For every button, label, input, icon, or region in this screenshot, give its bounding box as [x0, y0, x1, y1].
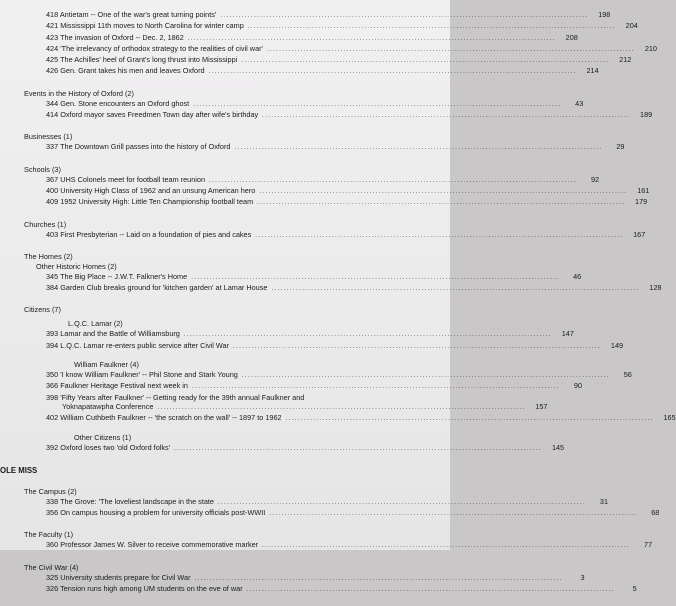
- entry-number: 426: [46, 66, 59, 76]
- subsection-heading: Other Historic Homes (2): [36, 261, 117, 271]
- index-entry: [46, 110, 653, 121]
- entry-number: 418: [46, 10, 59, 19]
- section-schools: [24, 164, 650, 209]
- subsection-heading: Other Citizens (1): [74, 432, 132, 442]
- entry-number: 424: [46, 43, 59, 53]
- entry-title: [46, 584, 247, 593]
- index-entry: [46, 508, 660, 519]
- entry-page-number: 31: [599, 496, 609, 506]
- entry-list: [24, 271, 662, 295]
- entry-number: 392: [46, 442, 59, 452]
- entry-text: 'I know William Faulkner' -- Phil Stone and Stark Young: [60, 370, 238, 380]
- index-entry: [46, 10, 611, 21]
- leader-dots: ........................................................................................................................: [241, 373, 610, 380]
- entry-text: 'The irrelevancy of orthodox strategy to the realities of civil war': [60, 43, 263, 53]
- entry-number: 425: [46, 55, 59, 65]
- leader-dots: ........................................................................................................................: [262, 543, 631, 550]
- section-heading: The Homes (2): [24, 251, 73, 261]
- entry-page-number: 68: [651, 508, 660, 518]
- entry-number: 423: [46, 32, 59, 42]
- entry-number: 393: [46, 329, 59, 339]
- index-entry: [46, 21, 638, 32]
- leader-dots: ........................................................................................................................: [241, 58, 610, 65]
- top-entries: [24, 10, 657, 78]
- entry-title: [46, 381, 192, 390]
- section-heading: Schools (3): [24, 164, 61, 174]
- entry-text: Gen. Stone encounters an Oxford ghost: [60, 98, 190, 108]
- entry-title: [46, 283, 271, 292]
- entry-text: The Downtown Grill passes into the history of Oxford: [60, 142, 231, 152]
- entry-page-number: 92: [590, 174, 600, 184]
- section-heading: Citizens (7): [24, 305, 61, 315]
- entry-list: [24, 98, 653, 122]
- entry-page-number: 147: [561, 329, 574, 339]
- entry-number: 366: [46, 381, 59, 391]
- index-entry: [46, 340, 624, 352]
- entry-title: [46, 272, 191, 281]
- entry-page-number: 145: [551, 442, 565, 452]
- index-entry: [46, 185, 650, 197]
- entry-title: [46, 186, 259, 195]
- index-content: [0, 10, 676, 606]
- entry-text: The Grove: 'The loveliest landscape in the state: [60, 496, 214, 506]
- leader-dots: ........................................................................................................................: [193, 101, 562, 108]
- entry-title: [46, 66, 209, 75]
- entry-title: [46, 99, 193, 108]
- entry-list: [24, 442, 565, 454]
- entry-text: L.Q.C. Lamar re-enters public service after Civil War: [60, 340, 230, 350]
- leader-dots: ........................................................................................................................: [255, 232, 624, 239]
- section-citizens: [24, 305, 676, 453]
- entry-text: 1952 University High: Little Ten Championship football team: [60, 197, 254, 207]
- index-entry: [46, 197, 648, 208]
- index-entry: [46, 393, 442, 402]
- entry-page-number: 43: [575, 98, 584, 108]
- index-entry: [46, 370, 632, 381]
- leader-dots: ........................................................................................................................: [257, 200, 626, 207]
- entry-title: [46, 573, 195, 582]
- entry-text: Oxford mayor saves Freedmen Town day after wife's birthday: [60, 110, 259, 120]
- section-campus: [24, 486, 660, 520]
- entry-page-number: 167: [633, 229, 646, 239]
- entry-title: [46, 443, 174, 452]
- leader-dots: ........................................................................................................................: [220, 13, 589, 19]
- entry-page-number: 149: [610, 340, 624, 350]
- entry-number: 344: [46, 98, 59, 108]
- section-civil-war: [24, 562, 637, 596]
- leader-dots: ........................................................................................................................: [269, 511, 638, 518]
- entry-title: [46, 413, 286, 422]
- index-entry: [46, 98, 584, 110]
- entry-number: 345: [46, 271, 59, 281]
- entry-page-number: 161: [637, 185, 650, 195]
- index-entry: [46, 43, 657, 55]
- entry-text: Faulkner Heritage Festival next week in: [60, 381, 188, 391]
- entry-title: [46, 21, 248, 30]
- entry-text: On campus housing a problem for university officials post-WWII: [60, 508, 266, 518]
- entry-number: 409: [46, 197, 59, 207]
- index-entry: [46, 55, 632, 66]
- entry-page-number: 208: [565, 32, 578, 42]
- entry-number: 421: [46, 21, 59, 31]
- index-entry: [46, 540, 653, 551]
- leader-dots: ........................................................................................................................: [218, 499, 587, 506]
- entry-title: [46, 370, 242, 379]
- entry-page-number: 204: [625, 21, 638, 31]
- entry-number: 337: [46, 142, 59, 152]
- entry-page-number: 128: [649, 283, 662, 293]
- entry-title: [46, 508, 269, 517]
- entry-text: First Presbyterian -- Laid on a foundation of pies and cakes: [60, 229, 252, 239]
- index-entry: [46, 174, 600, 186]
- entry-page-number: 46: [573, 271, 582, 281]
- entry-number: 400: [46, 185, 59, 195]
- leader-dots: ........................................................................................................................: [194, 575, 563, 582]
- leader-dots: ........................................................................................................................: [247, 24, 616, 31]
- leader-dots: ........................................................................................................................: [271, 286, 640, 293]
- entry-title: [46, 44, 267, 53]
- index-entry: [46, 283, 662, 294]
- entry-text: University students prepare for Civil War: [60, 572, 191, 582]
- entry-number: 350: [46, 370, 59, 380]
- entry-number: 325: [46, 572, 59, 582]
- entry-text: The Big Place -- J.W.T. Falkner's Home: [60, 271, 188, 281]
- section-heading: Businesses (1): [24, 132, 73, 142]
- entry-title: [46, 402, 157, 411]
- entry-list: [24, 370, 676, 424]
- leader-dots: ........................................................................................................................: [234, 145, 603, 152]
- subsection-heading: William Faulkner (4): [74, 360, 139, 370]
- subsection-heading: L.Q.C. Lamar (2): [68, 319, 123, 329]
- leader-dots: ........................................................................................................................: [157, 404, 526, 411]
- entry-text: The Achilles' heel of Grant's long thrust into Mississippi: [60, 55, 238, 65]
- leader-dots: ........................................................................................................................: [183, 332, 552, 339]
- entry-text: Garden Club breaks ground for 'kitchen garden' at Lamar House: [60, 283, 268, 293]
- entry-list: [24, 329, 624, 352]
- entry-text: William Cuthbeth Faulkner -- 'the scratch on the wall' -- 1897 to 1962: [60, 413, 282, 423]
- entry-page-number: 179: [635, 197, 648, 207]
- entry-page-number: 189: [640, 110, 653, 120]
- entry-page-number: 29: [616, 142, 625, 152]
- entry-title: [46, 329, 184, 338]
- entry-title: [46, 175, 209, 184]
- entry-number: 356: [46, 508, 59, 518]
- entry-page-number: 214: [586, 66, 599, 76]
- entry-page-number: 5: [632, 584, 637, 594]
- index-entry: [46, 442, 565, 454]
- leader-dots: ........................................................................................................................: [191, 274, 560, 281]
- leader-dots: ........................................................................................................................: [246, 587, 615, 594]
- entry-text: UHS Colonels meet for football team reunion: [60, 174, 206, 184]
- entry-text: The invasion of Oxford -- Dec. 2, 1862: [60, 32, 184, 42]
- entry-number: 403: [46, 229, 59, 239]
- entry-text: University High Class of 1962 and an unsung American hero: [60, 185, 256, 195]
- section-heading: Churches (1): [24, 219, 67, 229]
- entry-list: [24, 496, 660, 520]
- entry-text: Tension runs high among UM students on the eve of war: [60, 584, 243, 594]
- entry-title: [46, 55, 241, 64]
- section-homes: [24, 251, 662, 295]
- entry-title: [46, 110, 262, 119]
- leader-dots: ........................................................................................................................: [259, 188, 628, 195]
- index-entry: [46, 401, 548, 413]
- index-entry: [46, 584, 637, 595]
- entry-title: [46, 497, 218, 506]
- entry-title: [46, 10, 220, 19]
- leader-dots: ........................................................................................................................: [266, 46, 635, 53]
- entry-page-number: 198: [598, 10, 611, 19]
- entry-page-number: 3: [580, 572, 585, 582]
- entry-number: 384: [46, 283, 59, 293]
- index-entry: [46, 66, 599, 77]
- entry-title: [46, 230, 255, 239]
- leader-dots: ........................................................................................................................: [174, 445, 543, 452]
- section-heading: Events in the History of Oxford (2): [24, 88, 134, 98]
- entry-text: Yoknapatawpha Conference: [62, 401, 154, 411]
- entry-text: Professor James W. Silver to receive commemorative marker: [60, 540, 259, 550]
- section-heading: The Campus (2): [24, 486, 77, 496]
- entry-title: [46, 393, 308, 402]
- entry-text: Mississippi 11th moves to North Carolina for winter camp: [60, 21, 244, 31]
- entry-number: 338: [46, 496, 59, 506]
- leader-dots: ........................................................................................................................: [187, 35, 556, 42]
- index-entry: [46, 329, 574, 340]
- entry-number: 367: [46, 174, 59, 184]
- section-heading: The Civil War (4): [24, 562, 79, 572]
- entry-text: Lamar and the Battle of Williamsburg: [60, 329, 180, 339]
- leader-dots: ........................................................................................................................: [208, 69, 577, 76]
- entry-title: [46, 540, 262, 549]
- index-entry: [46, 142, 625, 153]
- leader-dots: ........................................................................................................................: [285, 416, 654, 423]
- leader-dots: ........................................................................................................................: [262, 113, 631, 120]
- section-businesses: [24, 132, 625, 153]
- entry-number: 414: [46, 110, 59, 120]
- entry-title: [46, 142, 234, 151]
- entry-list: [24, 142, 625, 153]
- entry-number: 394: [46, 340, 59, 350]
- entry-page-number: 210: [644, 43, 657, 53]
- index-entry: [46, 271, 582, 283]
- entry-text: 'Fifty Years after Faulkner' -- Getting ready for the 39th annual Faulkner and: [60, 392, 305, 402]
- leader-dots: ........................................................................................................................: [209, 177, 578, 184]
- index-entry: [46, 413, 676, 424]
- entry-page-number: 90: [573, 381, 583, 391]
- index-entry: [46, 496, 609, 508]
- entry-page-number: 212: [619, 55, 632, 65]
- section-churches: [24, 219, 646, 241]
- entry-list: [24, 229, 646, 241]
- entry-number: 402: [46, 413, 59, 423]
- entry-title: [46, 341, 233, 350]
- entry-list: [24, 540, 653, 551]
- entry-list: [24, 572, 637, 596]
- entry-page-number: 157: [535, 401, 548, 411]
- entry-text: Antietam -- One of the war's great turning points': [59, 10, 217, 19]
- entry-title: [46, 197, 257, 206]
- index-entry: [46, 572, 585, 584]
- entry-page-number: 56: [623, 370, 632, 380]
- entry-text: Oxford loses two 'old Oxford folks': [60, 442, 171, 452]
- index-entry: [46, 381, 583, 392]
- section-events: [24, 88, 653, 122]
- section-faculty: [24, 530, 653, 551]
- entry-number: 398: [46, 392, 59, 402]
- entry-page-number: 77: [644, 540, 653, 550]
- part-title: OLE MISS: [0, 465, 38, 475]
- leader-dots: ........................................................................................................................: [233, 343, 602, 350]
- leader-dots: ........................................................................................................................: [191, 384, 561, 391]
- entry-title: [46, 33, 188, 42]
- index-entry: [46, 32, 578, 44]
- section-heading: The Faculty (1): [24, 530, 74, 540]
- entry-page-number: 165: [663, 413, 676, 423]
- entry-text: Gen. Grant takes his men and leaves Oxford: [60, 66, 205, 76]
- index-entry: [46, 229, 646, 241]
- entry-number: 360: [46, 540, 59, 550]
- entry-number: 326: [46, 584, 59, 594]
- entry-list: [24, 174, 650, 209]
